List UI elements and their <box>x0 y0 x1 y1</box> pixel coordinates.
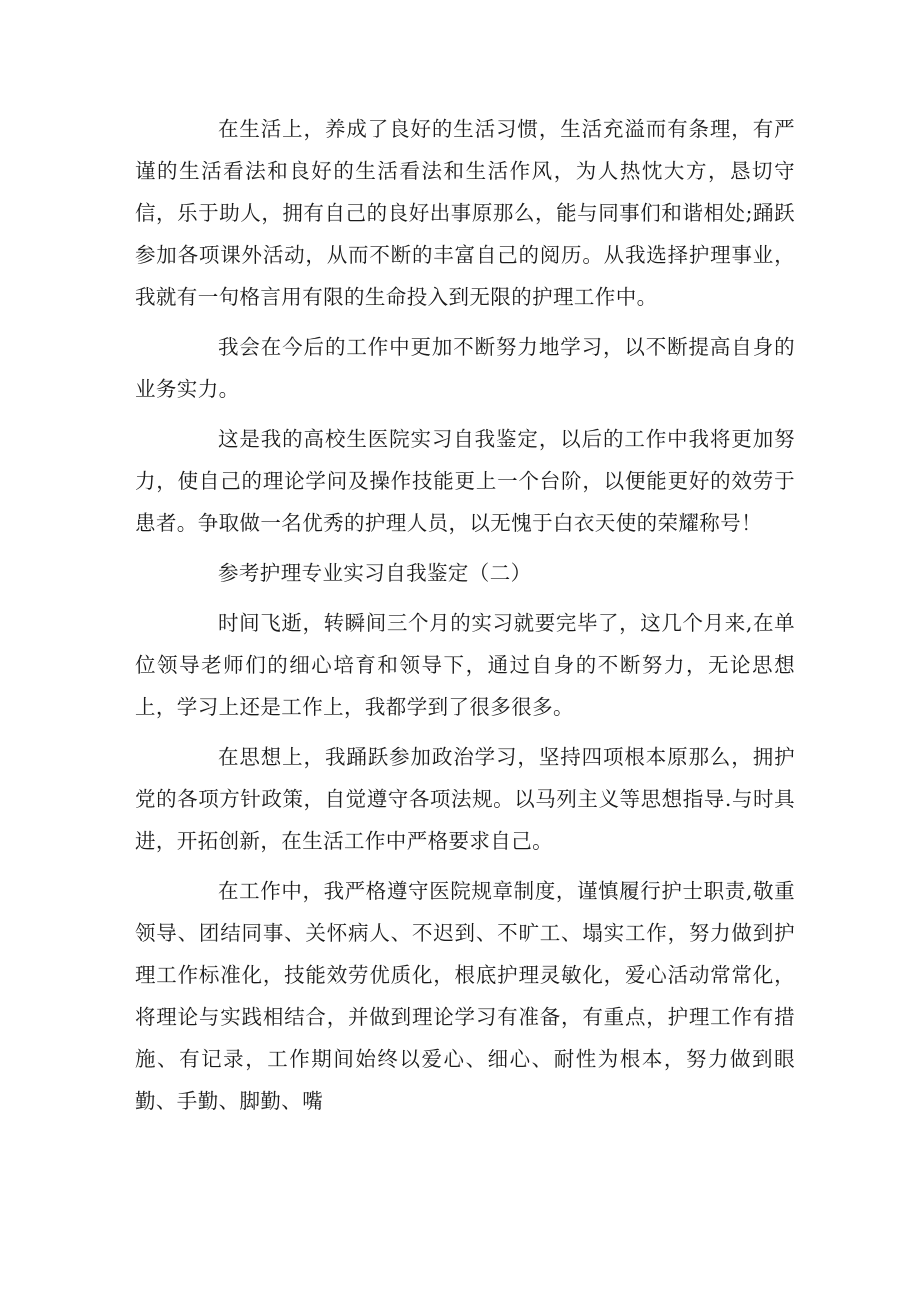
document-body <box>135 108 795 1130</box>
paragraph-ideology: 在思想上，我踊跃参加政治学习，坚持四项根本原那么，拥护党的各项方针政策，自觉遵守各项法规。以马列主义等思想指导.与时具进，开拓创新，在生活工作中严格要求自己。 <box>135 745 795 853</box>
paragraph-work: 在工作中，我严格遵守医院规章制度，谨慎履行护士职责,敬重领导、团结同事、关怀病人、不迟到、不旷工、塌实工作，努力做到护理工作标准化，技能效劳优质化，根底护理灵敏化，爱心活动常常化，将理论与实践相结合，并做到理论学习有准备，有重点，护理工作有措施、有记录，工作期间始终以爱心、细心、耐性为根本，努力做到眼勤、手勤、脚勤、嘴 <box>135 879 795 1113</box>
paragraph-internship-intro: 时间飞逝，转瞬间三个月的实习就要完毕了，这几个月来,在单位领导老师们的细心培育和领导下，通过自身的不断努力，无论思想上，学习上还是工作上，我都学到了很多很多。 <box>135 611 795 719</box>
section-heading: 参考护理专业实习自我鉴定（二） <box>218 561 532 585</box>
paragraph-self-assessment-closing: 这是我的高校生医院实习自我鉴定，以后的工作中我将更加努力，使自己的理论学问及操作技能更上一个台阶，以便能更好的效劳于患者。争取做一名优秀的护理人员，以无愧于白衣天使的荣耀称号！ <box>135 427 795 535</box>
paragraph-study-commitment: 我会在今后的工作中更加不断努力地学习，以不断提高自身的业务实力。 <box>135 335 795 401</box>
paragraph-life: 在生活上，养成了良好的生活习惯，生活充溢而有条理，有严谨的生活看法和良好的生活看法和生活作风，为人热忱大方，恳切守信，乐于助人，拥有自己的良好出事原那么，能与同事们和谐相处;踊跃参加各项课外活动，从而不断的丰富自己的阅历。从我选择护理事业，我就有一句格言用有限的生命投入到无限的护理工作中。 <box>135 117 795 309</box>
